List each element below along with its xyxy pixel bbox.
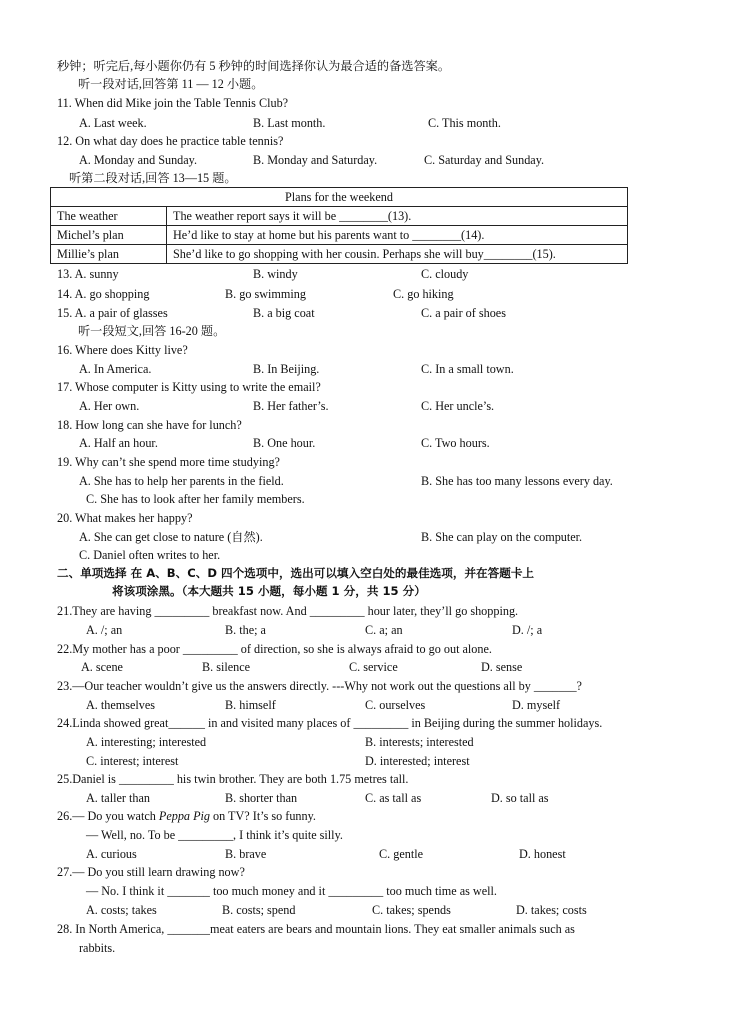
- table-title: Plans for the weekend: [51, 188, 628, 207]
- option-b: B. go swimming: [225, 287, 306, 301]
- option-b: B. a big coat: [253, 306, 315, 320]
- option-c: C. takes; spends: [372, 903, 451, 917]
- option-d: D. myself: [512, 698, 561, 712]
- option-c: C. go hiking: [393, 287, 454, 301]
- table-row: [51, 207, 628, 226]
- reply-line: — Well, no. To be _________, I think it’s quite silly.: [86, 828, 343, 842]
- listening-intro-line: 秒钟；听完后,每小题你仍有 5 秒钟的时间选择你认为最合适的备选答案。: [57, 59, 451, 73]
- option-c: C. This month.: [428, 116, 501, 130]
- option-a: A. themselves: [86, 698, 156, 712]
- option-a: A. costs; takes: [86, 903, 157, 917]
- question-stem: 27.— Do you still learn drawing now?: [57, 865, 245, 879]
- stem-pre: 26.— Do you watch: [57, 809, 159, 823]
- stem-continuation: rabbits.: [79, 941, 116, 955]
- question-stem: 28. In North America, _______meat eaters are bears and mountain lions. They eat smaller animals such as: [57, 922, 575, 936]
- option-c: C. as tall as: [365, 791, 422, 805]
- question-stem: 14. A. go shopping: [57, 287, 150, 301]
- option-a: A. taller than: [86, 791, 150, 805]
- option-c: C. service: [349, 660, 398, 674]
- question-stem: 18. How long can she have for lunch?: [57, 418, 242, 432]
- question-stem: 16. Where does Kitty live?: [57, 343, 188, 357]
- option-a: A. She has to help her parents in the field.: [79, 474, 284, 488]
- row-text: He’d like to stay at home but his parents want to ________(14).: [167, 226, 628, 245]
- section-2-heading: 二、单项选择 在 A、B、C、D 四个选项中，选出可以填入空白处的最佳选项，并在答题卡上: [57, 566, 535, 580]
- question-stem: 13. A. sunny: [57, 267, 119, 281]
- section-instruction: 听一段对话,回答第 11 — 12 小题。: [78, 77, 264, 91]
- option-d: D. sense: [481, 660, 523, 674]
- question-stem: 20. What makes her happy?: [57, 511, 193, 525]
- option-c: C. cloudy: [421, 267, 469, 281]
- option-b: B. interests; interested: [365, 735, 474, 749]
- row-label: Michel’s plan: [51, 226, 167, 245]
- table-header-row: [51, 188, 628, 207]
- section-instruction: 听一段短文,回答 16-20 题。: [78, 324, 226, 338]
- option-b: B. the; a: [225, 623, 266, 637]
- plans-table: [50, 187, 628, 264]
- option-c: C. ourselves: [365, 698, 426, 712]
- option-d: D. /; a: [512, 623, 543, 637]
- option-b: B. shorter than: [225, 791, 298, 805]
- option-b: B. brave: [225, 847, 267, 861]
- question-stem: 12. On what day does he practice table tennis?: [57, 134, 284, 148]
- table-row: [51, 245, 628, 264]
- row-text: The weather report says it will be ________(13).: [167, 207, 628, 226]
- table-row: [51, 226, 628, 245]
- option-b: B. costs; spend: [222, 903, 296, 917]
- section-instruction: 听第二段对话,回答 13—15 题。: [69, 171, 237, 185]
- question-stem: 15. A. a pair of glasses: [57, 306, 168, 320]
- show-title: Peppa Pig: [158, 809, 210, 823]
- option-a: A. curious: [86, 847, 137, 861]
- row-label: Millie’s plan: [51, 245, 167, 264]
- option-c: C. Two hours.: [421, 436, 490, 450]
- stem-post: on TV? It’s so funny.: [210, 809, 316, 823]
- option-b: B. In Beijing.: [253, 362, 320, 376]
- row-text: She’d like to go shopping with her cousin. Perhaps she will buy________(15).: [167, 245, 628, 264]
- reply-line: — No. I think it _______ too much money and it _________ too much time as well.: [86, 884, 497, 898]
- option-c: C. Saturday and Sunday.: [424, 153, 545, 167]
- option-c: C. She has to look after her family members.: [86, 492, 305, 506]
- option-b: B. She has too many lessons every day.: [421, 474, 613, 488]
- option-c: C. a; an: [365, 623, 403, 637]
- option-a: A. /; an: [86, 623, 123, 637]
- option-a: A. In America.: [79, 362, 152, 376]
- option-b: B. silence: [202, 660, 251, 674]
- question-stem: 22.My mother has a poor _________ of direction, so she is always afraid to go out alone.: [57, 642, 492, 656]
- option-c: C. Her uncle’s.: [421, 399, 495, 413]
- option-b: B. Monday and Saturday.: [253, 153, 378, 167]
- option-b: B. windy: [253, 267, 298, 281]
- option-b: B. She can play on the computer.: [421, 530, 583, 544]
- option-a: A. interesting; interested: [86, 735, 207, 749]
- question-stem: 23.—Our teacher wouldn’t give us the answers directly. ---Why not work out the questions all by _______?: [57, 679, 582, 693]
- option-a: A. Half an hour.: [79, 436, 158, 450]
- option-d: D. so tall as: [491, 791, 549, 805]
- option-a: A. Monday and Sunday.: [79, 153, 198, 167]
- option-d: D. honest: [519, 847, 566, 861]
- question-stem: [57, 810, 316, 822]
- option-c: C. gentle: [379, 847, 424, 861]
- option-a: A. Last week.: [79, 116, 147, 130]
- option-b: B. Her father’s.: [253, 399, 329, 413]
- option-c: C. Daniel often writes to her.: [79, 548, 221, 562]
- question-stem: 17. Whose computer is Kitty using to write the email?: [57, 380, 321, 394]
- option-c: C. In a small town.: [421, 362, 514, 376]
- option-a: A. Her own.: [79, 399, 140, 413]
- question-stem: 25.Daniel is _________ his twin brother. They are both 1.75 metres tall.: [57, 772, 409, 786]
- question-stem: 11. When did Mike join the Table Tennis Club?: [57, 96, 289, 110]
- option-c: C. a pair of shoes: [421, 306, 506, 320]
- row-label: The weather: [51, 207, 167, 226]
- question-stem: 24.Linda showed great______ in and visited many places of _________ in Beijing during the summer holidays.: [57, 716, 603, 730]
- option-a: A. scene: [81, 660, 123, 674]
- question-stem: 19. Why can’t she spend more time studying?: [57, 455, 280, 469]
- option-b: B. himself: [225, 698, 276, 712]
- section-2-heading-cont: 将该项涂黑。（本大题共 15 小题，每小题 1 分，共 15 分）: [112, 584, 426, 598]
- option-b: B. Last month.: [253, 116, 326, 130]
- option-b: B. One hour.: [253, 436, 316, 450]
- option-d: D. interested; interest: [365, 754, 470, 768]
- question-stem: 21.They are having _________ breakfast now. And _________ hour later, they’ll go shopping.: [57, 604, 519, 618]
- option-a: A. She can get close to nature (自然).: [79, 530, 263, 544]
- option-c: C. interest; interest: [86, 754, 179, 768]
- option-d: D. takes; costs: [516, 903, 587, 917]
